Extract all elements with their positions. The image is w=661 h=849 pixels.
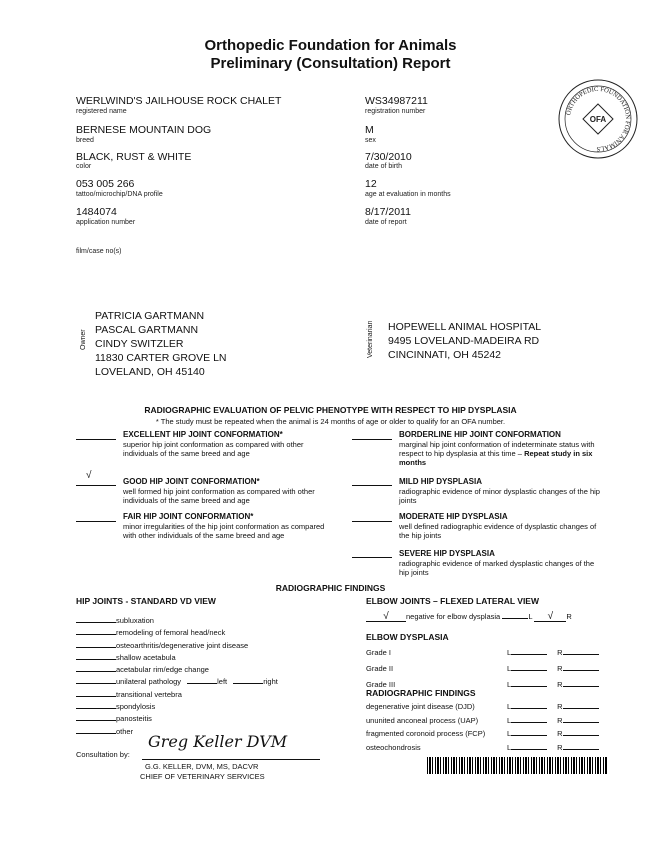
hip-finding-row: panosteitis (76, 712, 278, 724)
borderline-desc: marginal hip joint conformation of indeterminate status with respect to hip dysplasia at this time – Repeat study in six months (399, 440, 595, 467)
vet-address (388, 320, 541, 362)
signature-image: Greg Keller DVM (148, 732, 288, 751)
good-checkbox-line[interactable] (76, 475, 116, 486)
hip-finding-row: unilateral pathology left right (76, 675, 278, 687)
good-title: GOOD HIP JOINT CONFORMATION* (123, 477, 260, 486)
hip-finding-row: spondylosis (76, 700, 278, 712)
sex-value: M (365, 124, 374, 136)
tattoo-value: 053 005 266 (76, 178, 135, 190)
dob-value: 7/30/2010 (365, 151, 412, 163)
excellent-title: EXCELLENT HIP JOINT CONFORMATION* (123, 430, 283, 439)
hip-finding-row: other (76, 725, 278, 737)
age-label: age at evaluation in months (365, 191, 451, 198)
borderline-title: BORDERLINE HIP JOINT CONFORMATION (399, 430, 561, 439)
elbow-grade-labels: Grade I Grade II Grade III (366, 648, 396, 689)
hip-findings-list (76, 614, 278, 737)
application-label: application number (76, 219, 136, 226)
application-value: 1484074 (76, 206, 117, 218)
severe-checkbox-line[interactable] (352, 547, 392, 558)
hip-finding-row: remodeling of femoral head/neck (76, 626, 278, 638)
report-date-value: 8/17/2011 (365, 206, 411, 218)
registration-value: WS34987211 (365, 95, 428, 107)
age-value: 12 (365, 178, 377, 190)
elbow-findings-labels: degenerative joint disease (DJD) ununited anconeal process (UAP) fragmented coronoid process (FCP) osteochondrosis (366, 702, 486, 752)
vet-line: CINCINNATI, OH 45242 (388, 349, 502, 361)
barcode (427, 757, 607, 774)
elbow-grade-lr: L R L R L R (507, 645, 599, 693)
owner-line: LOVELAND, OH 45140 (95, 366, 205, 378)
mild-desc: radiographic evidence of minor dysplastic changes of the hip joints (399, 487, 600, 505)
excellent-checkbox-line[interactable] (76, 429, 116, 440)
severe-title: SEVERE HIP DYSPLASIA (399, 549, 495, 558)
signer-role: CHIEF OF VETERINARY SERVICES (140, 772, 265, 781)
owner-line: PASCAL GARTMANN (95, 324, 199, 336)
good-check-mark: √ (86, 470, 92, 481)
hip-finding-row: transitional vertebra (76, 688, 278, 700)
report-title-line1: Orthopedic Foundation for Animals (204, 37, 457, 54)
moderate-desc: well defined radiographic evidence of dysplastic changes of the hip joints (399, 522, 597, 540)
signature-line (142, 759, 320, 760)
owner-address (95, 309, 227, 379)
elbow-dysplasia-heading: ELBOW DYSPLASIA (366, 632, 449, 642)
registered-name-value: WERLWIND'S JAILHOUSE ROCK CHALET (76, 95, 282, 107)
report-date-label: date of report (365, 219, 407, 226)
hip-finding-row: osteoarthritis/degenerative joint disease (76, 639, 278, 651)
breed-label: breed (76, 137, 94, 144)
dob-label: date of birth (365, 163, 402, 170)
moderate-title: MODERATE HIP DYSPLASIA (399, 512, 508, 521)
owner-line: PATRICIA GARTMANN (95, 310, 205, 322)
fair-desc: minor irregularities of the hip joint conformation as compared with other individuals of the same breed and age (123, 522, 325, 540)
repeat-study-note: * The study must be repeated when the animal is 24 months of age or older to qualify for an OFA number. (155, 417, 506, 426)
elbow-findings-lr: L R L R L R L R (507, 700, 599, 754)
registered-name-label: registered name (76, 108, 127, 115)
elbow-joints-heading: ELBOW JOINTS – FLEXED LATERAL VIEW (366, 596, 540, 606)
tattoo-label: tattoo/microchip/DNA profile (76, 191, 163, 198)
radiographic-evaluation-heading: RADIOGRAPHIC EVALUATION OF PELVIC PHENOTYPE WITH RESPECT TO HIP DYSPLASIA (144, 405, 517, 415)
signer-name: G.G. KELLER, DVM, MS, DACVR (145, 762, 259, 771)
elbow-findings-heading: RADIOGRAPHIC FINDINGS (366, 688, 476, 698)
sex-label: sex (365, 137, 376, 144)
fair-checkbox-line[interactable] (76, 511, 116, 522)
moderate-checkbox-line[interactable] (352, 511, 392, 522)
film-label: film/case no(s) (76, 248, 122, 255)
severe-desc: radiographic evidence of marked dysplastic changes of the hip joints (399, 559, 595, 577)
ofa-seal-icon (557, 78, 639, 160)
vet-line: HOPEWELL ANIMAL HOSPITAL (388, 321, 542, 333)
color-label: color (76, 163, 92, 170)
owner-line: CINDY SWITZLER (95, 338, 184, 350)
registration-label: registration number (365, 108, 426, 115)
fair-title: FAIR HIP JOINT CONFORMATION* (123, 512, 254, 521)
vet-line: 9495 LOVELAND-MADEIRA RD (388, 335, 540, 347)
owner-line: 11830 CARTER GROVE LN (95, 352, 227, 364)
hip-finding-row: subluxation (76, 614, 278, 626)
hip-joints-heading: HIP JOINTS - STANDARD VD VIEW (76, 596, 216, 606)
borderline-checkbox-line[interactable] (352, 429, 392, 440)
hip-finding-row: acetabular rim/edge change (76, 663, 278, 675)
report-title-line2: Preliminary (Consultation) Report (210, 55, 451, 72)
owner-label: Owner (80, 329, 87, 350)
findings-heading: RADIOGRAPHIC FINDINGS (275, 583, 386, 593)
elbow-negative-row: √ negative for elbow dysplasia L √ R (366, 609, 572, 622)
svg-text:ORTHOPEDIC FOUNDATION FOR ANIM: ORTHOPEDIC FOUNDATION FOR ANIMALS (565, 85, 632, 153)
veterinarian-label: Veterinarian (367, 320, 374, 358)
color-value: BLACK, RUST & WHITE (76, 151, 192, 163)
mild-title: MILD HIP DYSPLASIA (399, 477, 482, 486)
mild-checkbox-line[interactable] (352, 475, 392, 486)
seal-center-text: OFA (589, 115, 607, 124)
breed-value: BERNESE MOUNTAIN DOG (76, 124, 212, 136)
excellent-desc: superior hip joint conformation as compared with other individuals of the same breed and age (123, 440, 304, 458)
consultation-label: Consultation by: (76, 750, 130, 759)
hip-finding-row: shallow acetabula (76, 651, 278, 663)
good-desc: well formed hip joint conformation as compared with other individuals of the same breed and age (123, 487, 315, 505)
